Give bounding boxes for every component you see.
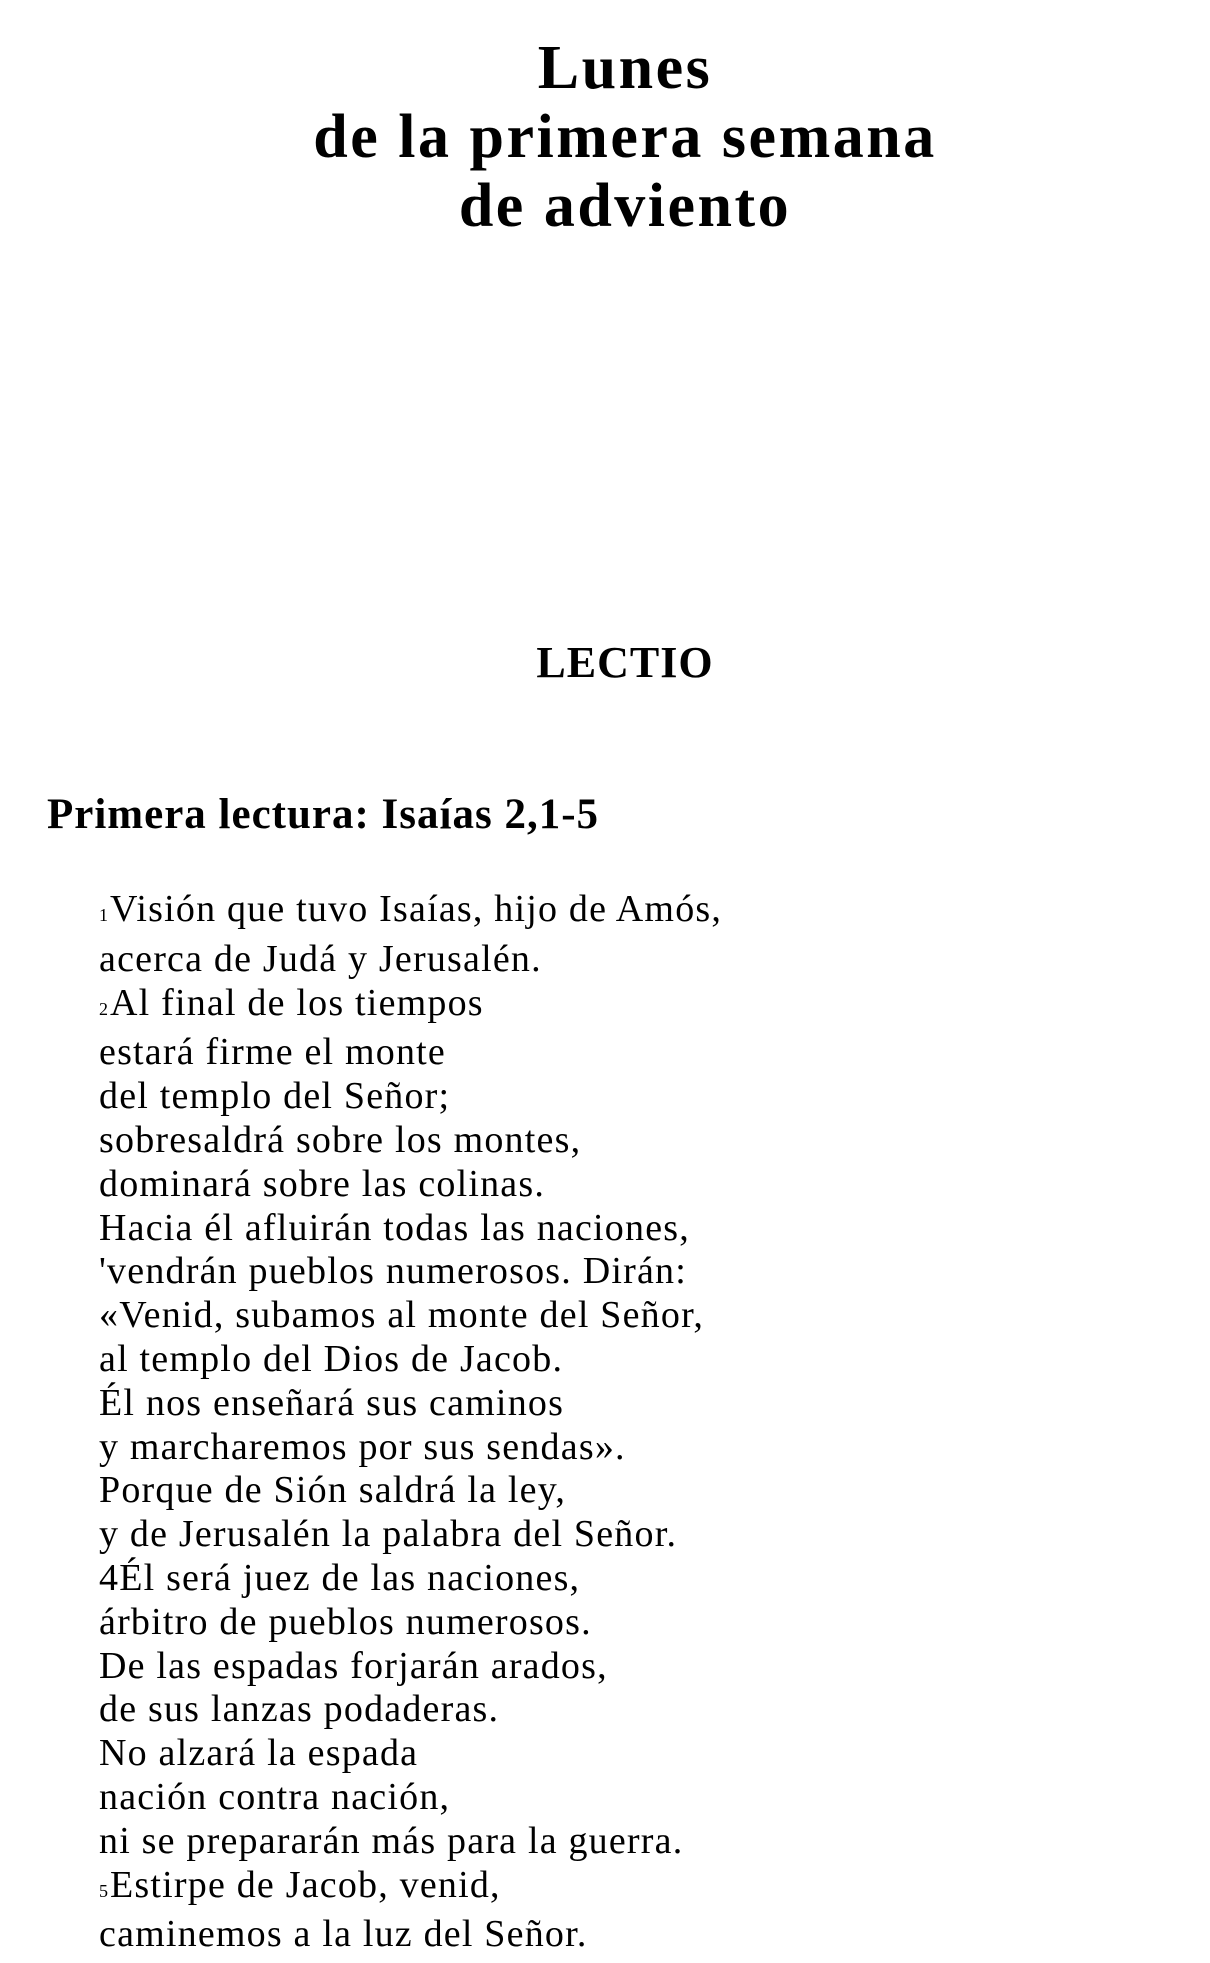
verse-line	[99, 1820, 722, 1864]
verse-text: al templo del Dios de Jacob.	[99, 1337, 564, 1380]
verse-line	[99, 1913, 722, 1957]
verse-text: 'vendrán pueblos numerosos. Dirán:	[99, 1250, 687, 1293]
verse-text: dominará sobre las colinas.	[99, 1162, 546, 1205]
section-label: LECTIO	[536, 638, 714, 687]
verse-line	[99, 1776, 722, 1820]
verse-line	[99, 1119, 722, 1163]
verse-line	[99, 1469, 722, 1513]
verse-text: y marcharemos por sus sendas».	[99, 1425, 626, 1468]
title-line-1: Lunes	[537, 34, 713, 102]
verse-line	[99, 1426, 722, 1470]
title-line-2: de la primera semana	[313, 103, 937, 171]
verse-number: 5	[99, 1880, 108, 1901]
verse-number: 2	[99, 998, 108, 1019]
verse-text: de sus lanzas podaderas.	[99, 1688, 500, 1731]
verse-line	[99, 982, 722, 1032]
verse-text: y de Jerusalén la palabra del Señor.	[99, 1513, 678, 1556]
verse-text: Él nos enseñará sus caminos	[99, 1381, 565, 1424]
reading-title: Primera lectura: Isaías 2,1-5	[47, 791, 600, 838]
verse-text: acerca de Judá y Jerusalén.	[99, 937, 542, 980]
verse-text: «Venid, subamos al monte del Señor,	[99, 1294, 705, 1337]
verse-line	[99, 1338, 722, 1382]
verse-line	[99, 1557, 722, 1601]
verse-line	[99, 1250, 722, 1294]
verse-line	[99, 1688, 722, 1732]
verse-line	[99, 1601, 722, 1645]
verse-line	[99, 888, 722, 938]
verse-text: del templo del Señor;	[99, 1075, 451, 1118]
verse-text: Al final de los tiempos	[110, 981, 484, 1024]
verse-text: nación contra nación,	[99, 1775, 451, 1818]
verse-line	[99, 1031, 722, 1075]
verse-line	[99, 1732, 722, 1776]
verse-text: árbitro de pueblos numerosos.	[99, 1600, 592, 1643]
verse-text: No alzará la espada	[99, 1732, 419, 1775]
verse-line	[99, 1864, 722, 1914]
verse-text: sobresaldrá sobre los montes,	[99, 1118, 582, 1161]
verse-text: Hacia él afluirán todas las naciones,	[99, 1206, 690, 1249]
verse-text: ni se prepararán más para la guerra.	[99, 1819, 684, 1862]
verse-text: Estirpe de Jacob, venid,	[110, 1863, 501, 1906]
verse-line	[99, 1075, 722, 1119]
title-line-3: de adviento	[458, 172, 792, 240]
verse-text: Porque de Sión saldrá la ley,	[99, 1469, 567, 1512]
verse-line	[99, 1513, 722, 1557]
verse-text: Visión que tuvo Isaías, hijo de Amós,	[110, 888, 723, 930]
verse-list	[99, 888, 722, 1957]
verse-line	[99, 1382, 722, 1426]
verse-line	[99, 1163, 722, 1207]
verse-text: estará firme el monte	[99, 1031, 446, 1074]
verse-text: 4Él será juez de las naciones,	[99, 1556, 581, 1599]
page-title	[0, 34, 1210, 241]
verse-text: De las espadas forjarán arados,	[99, 1644, 608, 1687]
verse-line	[99, 1294, 722, 1338]
verse-line	[99, 938, 722, 982]
verse-number: 1	[99, 905, 108, 925]
verse-text: caminemos a la luz del Señor.	[99, 1913, 588, 1956]
verse-line	[99, 1207, 722, 1251]
verse-line	[99, 1645, 722, 1689]
